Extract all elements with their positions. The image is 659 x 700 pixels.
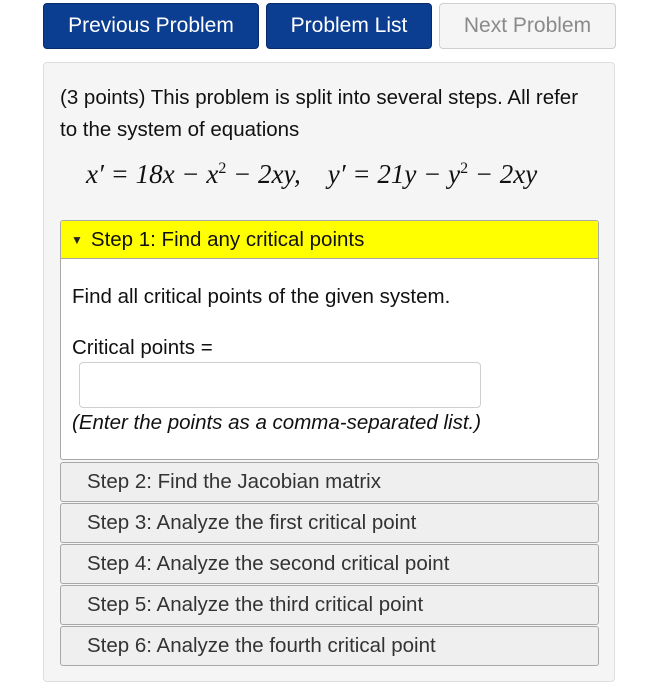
step-5-header[interactable]: Step 5: Analyze the third critical point	[60, 585, 599, 625]
previous-problem-button[interactable]: Previous Problem	[43, 3, 259, 49]
next-problem-button[interactable]: Next Problem	[439, 3, 616, 49]
x-equation-rest: − 2xy,	[226, 159, 328, 189]
x-equation-lhs: x′ = 18x − x	[86, 159, 219, 189]
answer-format-hint: (Enter the points as a comma-separated list.)	[72, 411, 482, 434]
step-2-header[interactable]: Step 2: Find the Jacobian matrix	[60, 462, 599, 502]
y-equation-exponent: 2	[460, 160, 469, 177]
step-4-header[interactable]: Step 4: Analyze the second critical point	[60, 544, 599, 584]
y-equation-lhs: y′ = 21y − y	[327, 159, 461, 189]
critical-points-label: Critical points =	[72, 336, 213, 359]
critical-points-input[interactable]	[79, 362, 481, 408]
y-equation-rest: − 2xy	[468, 159, 538, 189]
problem-intro: (3 points) This problem is split into several steps. All refer to the system of equations	[60, 86, 579, 141]
step-6-header[interactable]: Step 6: Analyze the fourth critical point	[60, 626, 599, 666]
step-1-title: Step 1: Find any critical points	[90, 227, 365, 251]
step-3-header[interactable]: Step 3: Analyze the first critical point	[60, 503, 599, 543]
step-1-instruction: Find all critical points of the given system.	[72, 285, 451, 308]
step-1-panel	[60, 220, 599, 460]
step-1-header[interactable]	[61, 221, 598, 259]
problem-navigation	[43, 3, 616, 49]
caret-down-icon: ▼	[71, 232, 83, 247]
system-of-equations	[86, 159, 537, 190]
problem-panel	[43, 62, 615, 682]
problem-list-button[interactable]: Problem List	[266, 3, 432, 49]
x-equation-exponent: 2	[218, 160, 227, 177]
